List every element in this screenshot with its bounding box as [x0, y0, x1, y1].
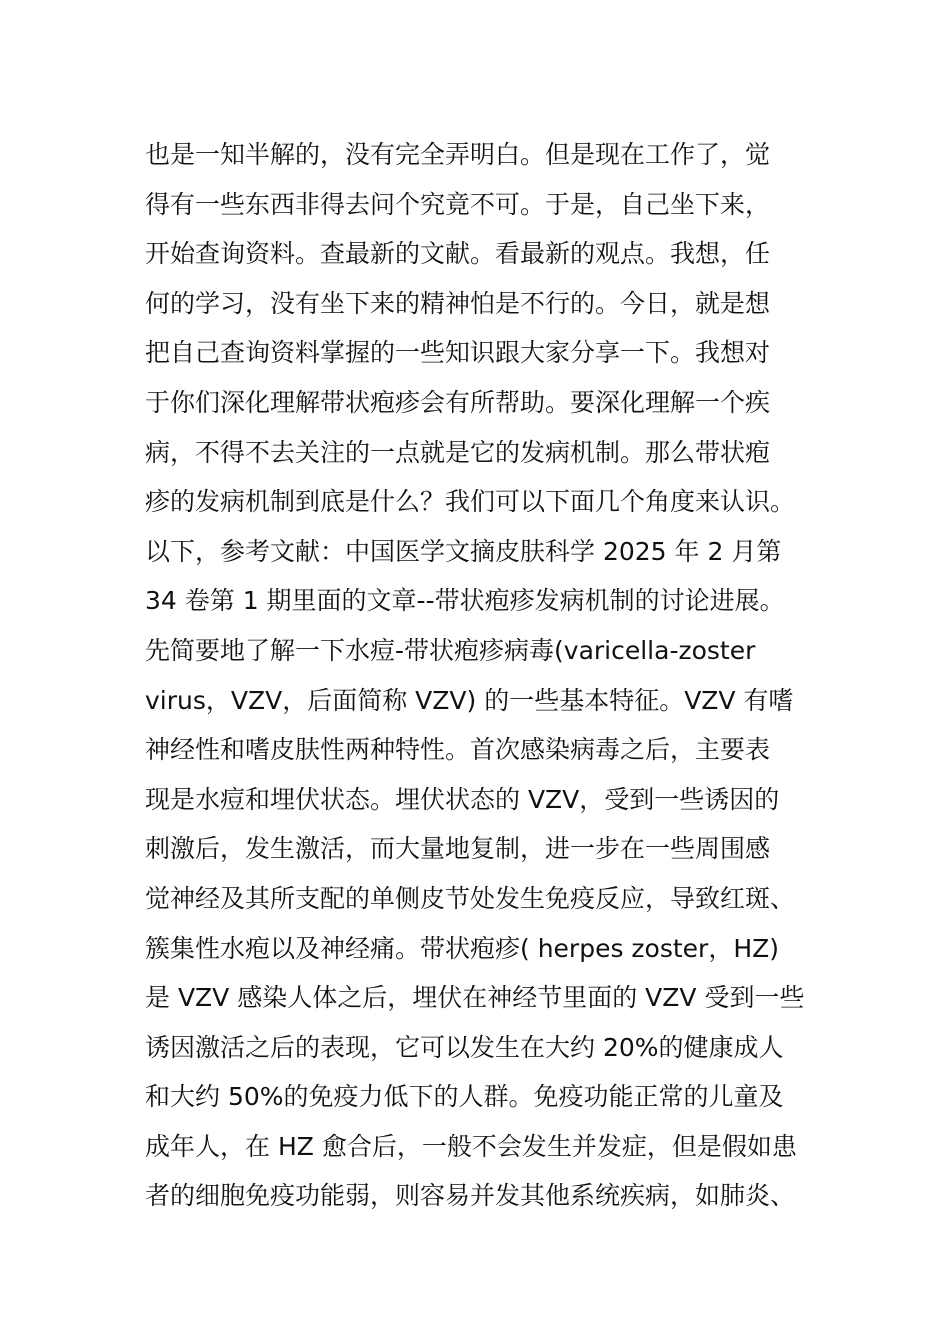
- text-line-4: 何的学习，没有坐下来的精神怕是不行的。今日，就是想: [145, 288, 771, 318]
- text-line-20: 和大约 50%的免疫力低下的人群。免疫功能正常的儿童及: [145, 1082, 784, 1112]
- text-line-7: 病，不得不去关注的一点就是它的发病机制。那么带状疱: [145, 437, 771, 467]
- text-line-8: 疹的发病机制到底是什么？我们可以下面几个角度来认识。: [145, 487, 796, 517]
- text-line-11: 先简要地了解一下水痘-带状疱疹病毒(varicella-zoster: [145, 635, 756, 665]
- text-line-15: 刺激后，发生激活，而大量地复制，进一步在一些周围感: [145, 834, 771, 864]
- text-line-10: 34 卷第 1 期里面的文章--带状疱疹发病机制的讨论进展。: [145, 586, 785, 616]
- text-line-1: 也是一知半解的，没有完全弄明白。但是现在工作了，觉: [145, 140, 771, 169]
- text-line-17: 簇集性水疱以及神经痛。带状疱疹( herpes zoster，HZ): [145, 933, 780, 963]
- text-line-18: 是 VZV 感染人体之后，埋伏在神经节里面的 VZV 受到一些: [145, 983, 805, 1013]
- text-line-21: 成年人，在 HZ 愈合后，一般不会发生并发症，但是假如患: [145, 1131, 797, 1161]
- text-line-5: 把自己查询资料掌握的一些知识跟大家分享一下。我想对: [145, 338, 771, 368]
- text-line-2: 得有一些东西非得去问个究竟不可。于是，自己坐下来，: [145, 189, 771, 219]
- text-line-22: 者的细胞免疫功能弱，则容易并发其他系统疾病，如肺炎、: [145, 1181, 796, 1211]
- text-line-9: 以下，参考文献：中国医学文摘皮肤科学 2025 年 2 月第: [145, 536, 782, 566]
- text-line-3: 开始查询资料。查最新的文献。看最新的观点。我想，任: [145, 239, 771, 269]
- text-line-16: 觉神经及其所支配的单侧皮节处发生免疫反应，导致红斑、: [145, 883, 796, 913]
- text-line-12: virus，VZV，后面简称 VZV) 的一些基本特征。VZV 有嗜: [145, 685, 794, 715]
- body-text: [145, 130, 825, 1221]
- text-line-19: 诱因激活之后的表现，它可以发生在大约 20%的健康成人: [145, 1032, 784, 1062]
- text-line-13: 神经性和嗜皮肤性两种特性。首次感染病毒之后，主要表: [145, 735, 771, 765]
- text-line-6: 于你们深化理解带状疱疹会有所帮助。要深化理解一个疾: [145, 387, 771, 417]
- text-line-14: 现是水痘和埋伏状态。埋伏状态的 VZV，受到一些诱因的: [145, 784, 780, 814]
